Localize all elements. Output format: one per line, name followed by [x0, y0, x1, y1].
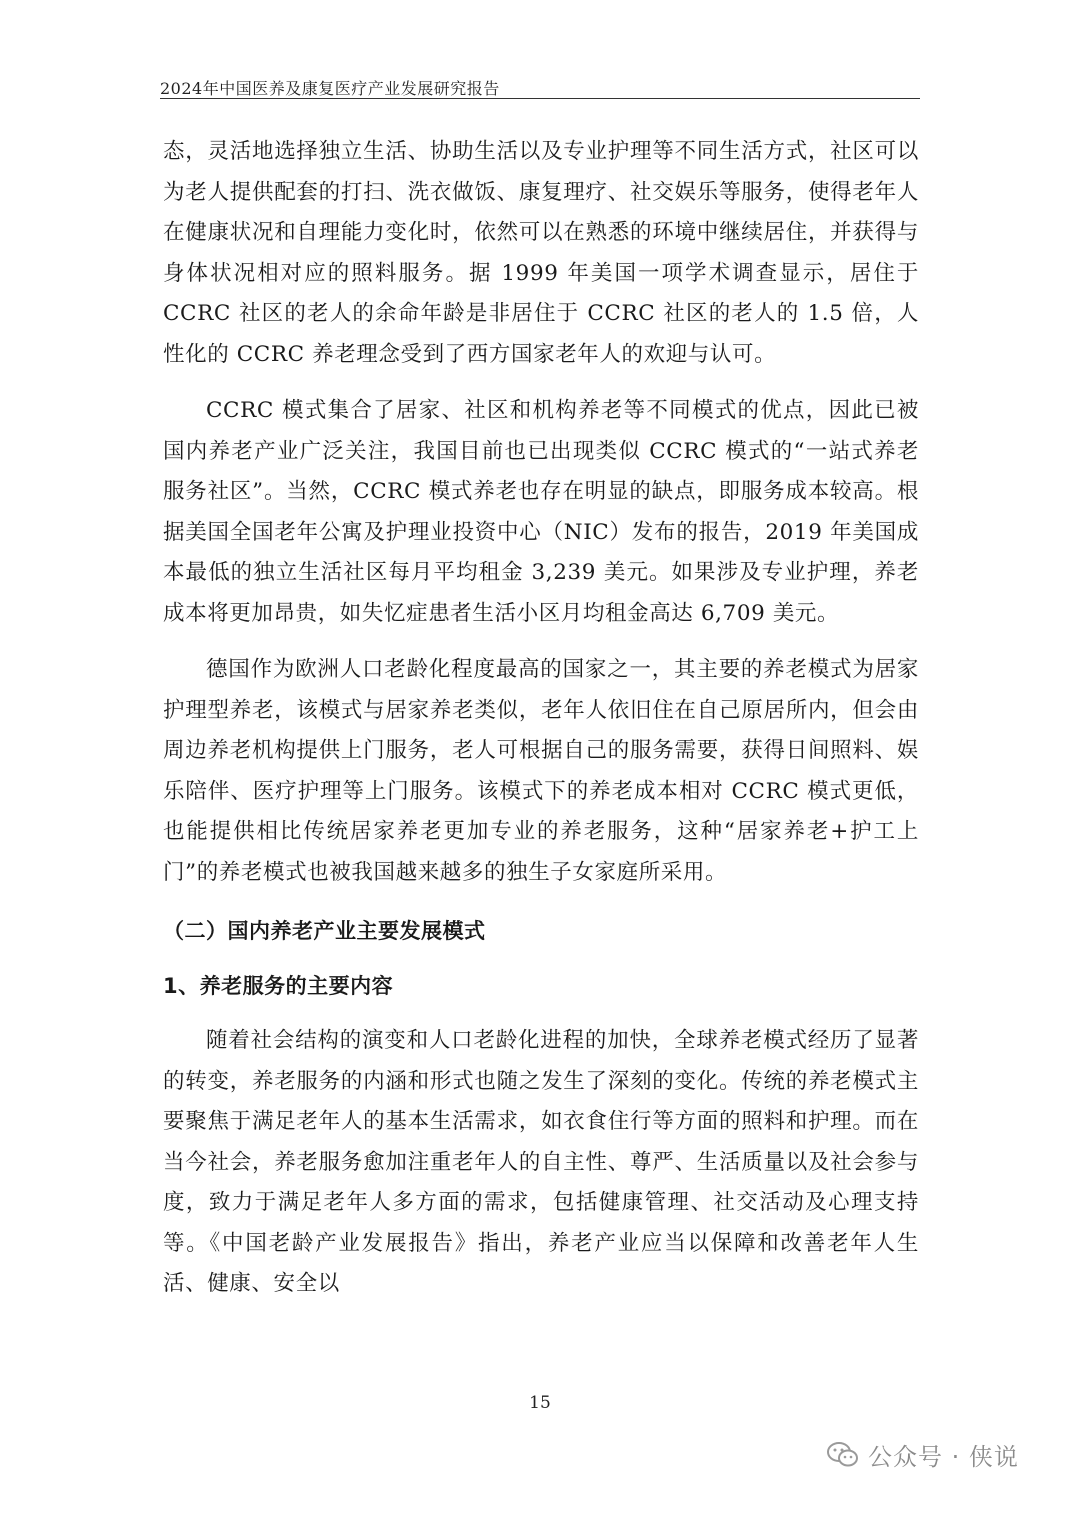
paragraph-ccrc: CCRC 模式集合了居家、社区和机构养老等不同模式的优点，因此已被国内养老产业广泛关注，我国目前也已出现类似 CCRC 模式的“一站式养老服务社区”。当然，CCRC 模式养老也存在明显的缺点，即服务成本较高。根据美国全国老年公寓及护理业投资中心（NIC）发布的报告，2019 年美国成本最低的独立生活社区每月平均租金 3,239 美元。如果涉及专业护理，养老成本将更加昂贵，如失忆症患者生活小区月均租金高达 6,709 美元。	[163, 398, 919, 626]
paragraph-germany: 德国作为欧洲人口老龄化程度最高的国家之一，其主要的养老模式为居家护理型养老，该模式与居家养老类似，老年人依旧住在自己原居所内，但会由周边养老机构提供上门服务，老人可根据自己的服务需要，获得日间照料、娱乐陪伴、医疗护理等上门服务。该模式下的养老成本相对 CCRC 模式更低，也能提供相比传统居家养老更加专业的养老服务，这种“居家养老+护工上门”的养老模式也被我国越来越多的独生子女家庭所采用。	[163, 657, 919, 885]
running-header: 2024年中国医养及康复医疗产业发展研究报告	[160, 79, 500, 98]
header-rule	[160, 98, 920, 99]
paragraph-continued: 态，灵活地选择独立生活、协助生活以及专业护理等不同生活方式，社区可以为老人提供配套的打扫、洗衣做饭、康复理疗、社交娱乐等服务，使得老年人在健康状况和自理能力变化时，依然可以在熟悉的环境中继续居住，并获得与身体状况相对应的照料服务。据 1999 年美国一项学术调查显示，居住于 CCRC 社区的老人的余命年龄是非居住于 CCRC 社区的老人的 1.5 倍，人性化的 CCRC 养老理念受到了西方国家老年人的欢迎与认可。	[163, 139, 919, 367]
body-text	[163, 132, 919, 1305]
watermark	[826, 1437, 1019, 1472]
subsection-heading: 1、养老服务的主要内容	[163, 974, 394, 998]
watermark-text: 公众号 · 侠说	[868, 1443, 1019, 1471]
paragraph-services: 随着社会结构的演变和人口老龄化进程的加快，全球养老模式经历了显著的转变，养老服务的内涵和形式也随之发生了深刻的变化。传统的养老模式主要聚焦于满足老年人的基本生活需求，如衣食住行等方面的照料和护理。而在当今社会，养老服务愈加注重老年人的自主性、尊严、生活质量以及社会参与度，致力于满足老年人多方面的需求，包括健康管理、社交活动及心理支持等。《中国老龄产业发展报告》指出，养老产业应当以保障和改善老年人生活、健康、安全以	[163, 1028, 919, 1296]
wechat-icon	[826, 1440, 860, 1470]
page-number: 15	[529, 1393, 551, 1413]
section-heading: （二）国内养老产业主要发展模式	[163, 919, 486, 943]
